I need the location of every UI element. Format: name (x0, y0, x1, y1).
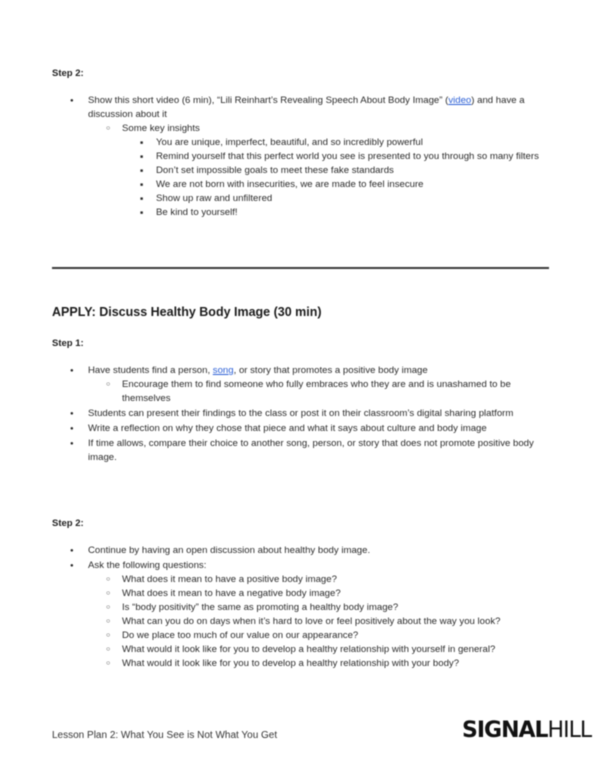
list-item: ○ What can you do on days when it’s hard to love or feel positively about the way you look? (106, 615, 550, 629)
video-link[interactable]: video (448, 95, 472, 106)
insights-sublist (106, 122, 550, 220)
apply-section-title: APPLY: Discuss Healthy Body Image (30 min) (52, 305, 322, 319)
insights-label (106, 122, 550, 220)
list-item: ■ You are unique, imperfect, beautiful, and so incredibly powerful (140, 136, 550, 150)
list-item-text: Ask the following questions: (88, 560, 207, 571)
list-item (70, 559, 550, 671)
video-bullet (70, 94, 550, 220)
list-item-text: Have students find a person, (88, 365, 213, 376)
step-2-list (70, 94, 550, 221)
logo-signal: SIGNAL (462, 718, 548, 743)
song-link[interactable]: song (212, 365, 234, 376)
insights-list (140, 136, 550, 220)
step-1-label: Step 1: (52, 338, 84, 349)
list-item: ○ What would it look like for you to develop a healthy relationship with yourself in general? (106, 643, 550, 657)
list-item: ● Continue by having an open discussion about healthy body image. (70, 544, 550, 558)
list-item: ● If time allows, compare their choice to another song, person, or story that does not promote positive body image. (70, 437, 550, 465)
list-item: ○ What does it mean to have a positive body image? (106, 573, 550, 587)
list-item: ○ Is “body positivity” the same as promoting a healthy body image? (106, 601, 550, 615)
list-item: ○ What would it look like for you to develop a healthy relationship with your body? (106, 657, 550, 671)
video-bullet-text-end: ) and have a discussion about it (88, 95, 525, 120)
questions-list (106, 573, 550, 671)
list-item: ■ Show up raw and unfiltered (140, 192, 550, 206)
list-item (70, 364, 550, 406)
step-1-list (70, 364, 550, 466)
video-bullet-text: Show this short video (6 min), “Lili Reinhart’s Revealing Speech About Body Image” ( (88, 95, 449, 106)
sub-list-item: ○ Encourage them to find someone who fully embraces who they are and is unashamed to be themselves (106, 378, 550, 406)
list-item: ● Students can present their findings to the class or post it on their classroom’s digital sharing platform (70, 407, 550, 421)
list-item: ○ What does it mean to have a negative body image? (106, 587, 550, 601)
section-divider (52, 267, 549, 269)
list-item: ● Write a reflection on why they chose that piece and what it says about culture and body image (70, 422, 550, 436)
list-item-text-end: , or story that promotes a positive body image (233, 365, 428, 376)
sub-list (106, 378, 550, 406)
list-item: ■ Remind yourself that this perfect world you see is presented to you through so many filters (140, 150, 550, 164)
list-item: ■ We are not born with insecurities, we are made to feel insecure (140, 178, 550, 192)
list-item: ○ Do we place too much of our value on our appearance? (106, 629, 550, 643)
step-2-apply-list (70, 544, 550, 672)
step-2-label-top: Step 2: (52, 68, 84, 79)
footer-lesson-title: Lesson Plan 2: What You See is Not What You Get (52, 730, 278, 741)
list-item: ■ Be kind to yourself! (140, 206, 550, 220)
logo-hill: HILL (547, 718, 592, 743)
step-2-label-apply: Step 2: (52, 518, 84, 529)
signal-hill-logo (462, 718, 591, 743)
insights-label-text: Some key insights (122, 123, 200, 134)
list-item: ■ Don’t set impossible goals to meet these fake standards (140, 164, 550, 178)
